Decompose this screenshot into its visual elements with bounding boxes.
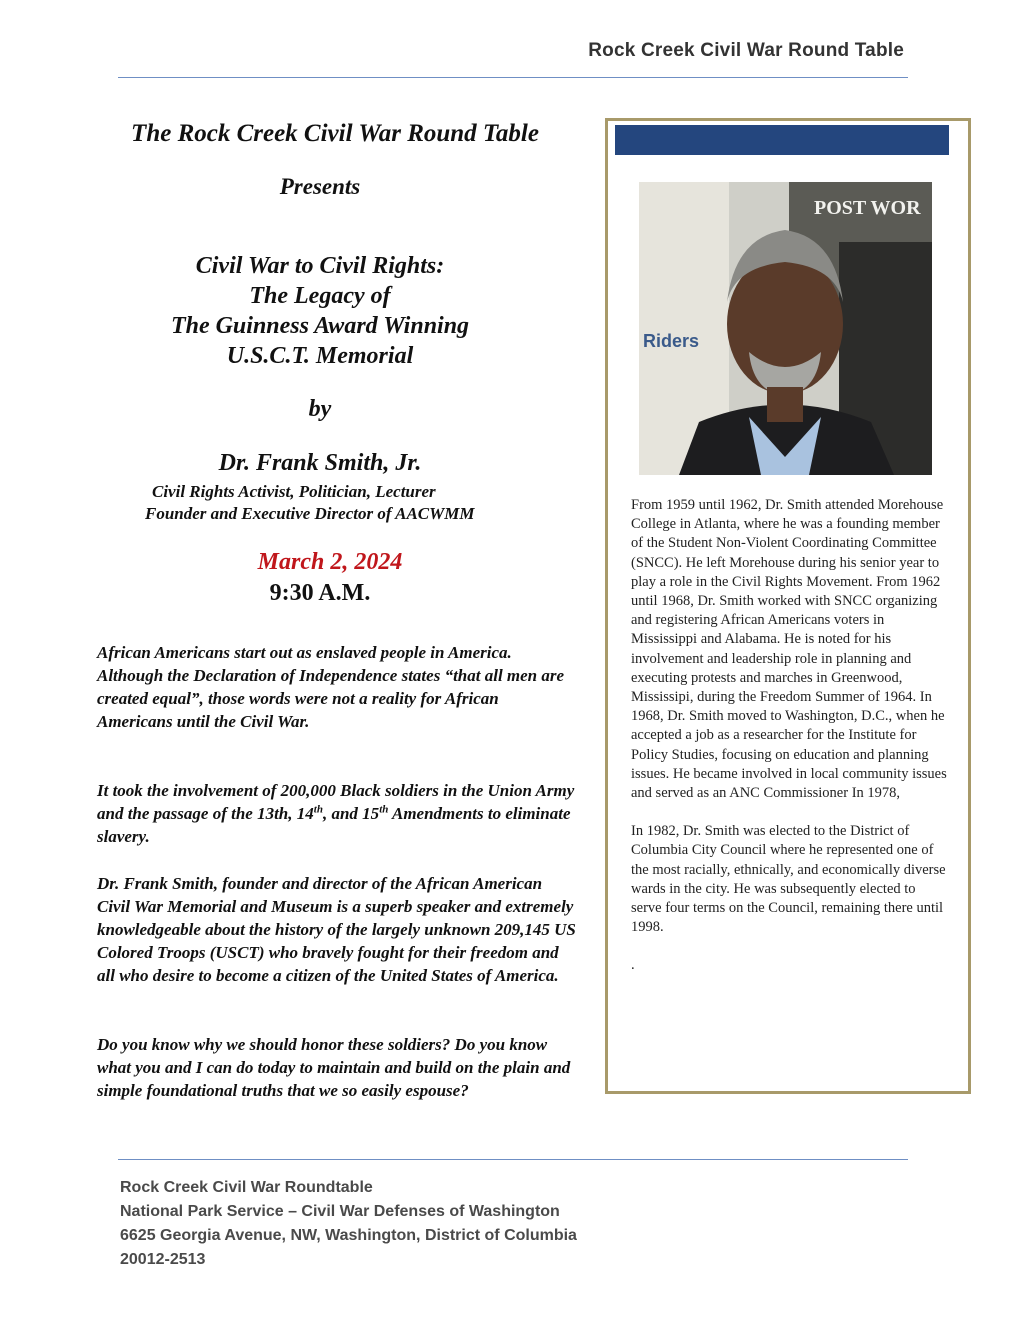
header-divider — [118, 77, 908, 78]
talk-title — [100, 251, 540, 371]
photo-wall-text: Riders — [643, 331, 700, 351]
paragraph-enslavement: African Americans start out as enslaved people in America. Although the Declaration of Independence states “that all men are created equal”, those words were not a reality for African Americans until the Civil War. — [97, 643, 565, 731]
footer-line: National Park Service – Civil War Defenses of Washington — [120, 1203, 560, 1220]
paragraph-questions: Do you know why we should honor these soldiers? Do you know what you and I can do today to maintain and build on the plain and simple foundational truths that we so easily espouse? — [97, 1035, 571, 1100]
bio-sidebar — [605, 118, 971, 1094]
superscript: th — [313, 803, 323, 816]
text-span: , and 15 — [322, 804, 380, 823]
bio-paragraph: In 1982, Dr. Smith was elected to the District of Columbia City Council where he represented one of the most racially, ethnically, and economically diverse wards in the city. He was subsequently elected to serve four terms on the Council, remaining there until 1998. — [631, 823, 946, 936]
text-span: Amendments to eliminate slavery. — [97, 804, 571, 846]
speaker-role-line: Founder and Executive Director of AACWMM — [145, 504, 475, 523]
bio-paragraph: From 1959 until 1962, Dr. Smith attended Morehouse College in Atlanta, where he was a founding member of the Student Non-Violent Coordinating Committee (SNCC). He left Morehouse during his senior year to play a role in the Civil Rights Movement. From 1962 until 1968, Dr. Smith worked with SNCC organizing and registering African Americans voters in Mississippi and Alabama. He is noted for his involvement and leadership role in planning and executing protests and marches in Greenwood, Mississipi, during the Freedom Summer of 1964. In 1968, Dr. Smith moved to Washington, D.C., when he accepted a job as a researcher for the Institute for Policy Studies, focusing on education and planning issues. He became involved in local community issues and served as an ANC Commissioner In 1978, — [631, 497, 947, 802]
paragraph-speaker-bio: Dr. Frank Smith, founder and director of the African American Civil War Memorial and Museum is a superb speaker and extremely knowledgeable about the history of the largely unknown 209,145 US Colored Troops (USCT) who bravely fought for their freedom and all who desire to become a citizen of the United States of America. — [97, 874, 576, 985]
footer-line: Rock Creek Civil War Roundtable — [120, 1179, 373, 1196]
footer-line: 6625 Georgia Avenue, NW, Washington, District of Columbia — [120, 1227, 577, 1244]
by-label: by — [308, 396, 332, 422]
superscript: th — [379, 803, 389, 816]
speaker-roles — [130, 481, 570, 525]
speaker-role-line: Civil Rights Activist, Politician, Lecturer — [152, 482, 436, 501]
speaker-name: Dr. Frank Smith, Jr. — [218, 450, 422, 476]
page-header-title: Rock Creek Civil War Round Table — [588, 40, 904, 61]
footer-address — [120, 1176, 577, 1272]
footer-divider — [118, 1159, 908, 1160]
talk-title-line: The Legacy of — [249, 283, 391, 309]
footer-line: 20012-2513 — [120, 1251, 206, 1268]
speaker-portrait-image — [639, 182, 932, 475]
event-time: 9:30 A.M. — [269, 580, 371, 606]
talk-title-line: Civil War to Civil Rights: — [195, 253, 445, 279]
event-date: March 2, 2024 — [257, 549, 403, 575]
speaker-photo — [639, 182, 932, 475]
photo-wall-text: POST WOR — [814, 197, 921, 219]
sidebar-header-band — [615, 125, 949, 155]
talk-title-line: U.S.C.T. Memorial — [226, 343, 414, 369]
talk-title-line: The Guinness Award Winning — [170, 313, 470, 339]
org-title: The Rock Creek Civil War Round Table — [131, 120, 539, 147]
bio-text — [631, 496, 949, 995]
text-span: It took the involvement of 200,000 Black soldiers in the Union Army and the passage of the 13th, 14 — [97, 781, 575, 823]
bio-paragraph: . — [631, 957, 635, 974]
paragraph-amendments — [97, 779, 577, 848]
presents-label: Presents — [279, 174, 361, 199]
